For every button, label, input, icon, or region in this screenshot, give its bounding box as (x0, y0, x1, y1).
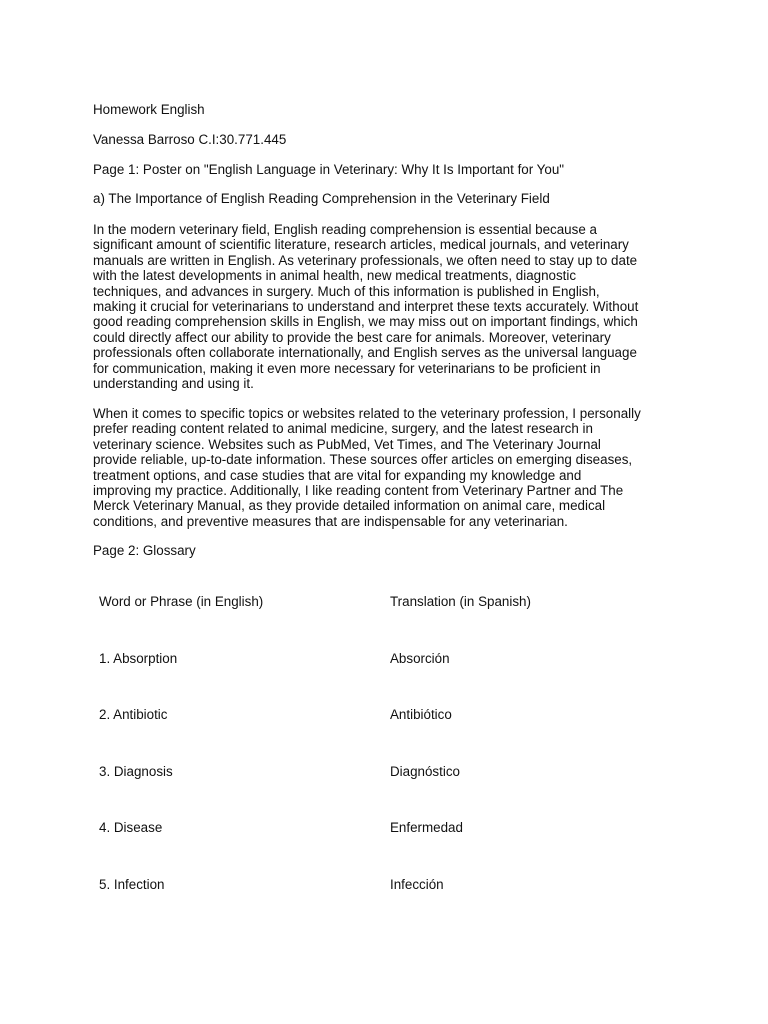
paragraph-line: veterinary science. Websites such as PubMed, Vet Times, and The Veterinary Journal (93, 436, 601, 452)
glossary-spanish-term: Absorción (390, 651, 450, 666)
paragraph-line: good reading comprehension skills in English, we may miss out on important findings, which (93, 314, 638, 330)
page1-heading: Page 1: Poster on "English Language in Veterinary: Why It Is Important for You" (93, 162, 565, 177)
glossary-english-term: 2. Antibiotic (99, 707, 168, 722)
glossary-spanish-term: Diagnóstico (390, 764, 460, 779)
paragraph-line: techniques, and advances in surgery. Much of this information is published in English, (93, 283, 600, 299)
paragraph-line: improving my practice. Additionally, I like reading content from Veterinary Partner and The (93, 483, 624, 499)
paragraph-line: understanding and using it. (93, 376, 254, 392)
paragraph-line: making it crucial for veterinarians to understand and interpret these texts accurately. Without (93, 299, 639, 315)
paragraph-line: manuals are written in English. As veterinary professionals, we often need to stay up to date (93, 252, 638, 268)
paragraph-line: for communication, making it even more necessary for veterinarians to be proficient in (93, 360, 601, 376)
glossary-spanish-term: Infección (390, 877, 444, 892)
paragraph-line: conditions, and preventive measures that are indispensable for any veterinarian. (93, 513, 568, 529)
paragraph-line: When it comes to specific topics or websites related to the veterinary profession, I personally (93, 406, 641, 421)
document-title: Homework English (93, 102, 205, 117)
glossary-header-english: Word or Phrase (in English) (99, 594, 264, 609)
page2-heading: Page 2: Glossary (93, 543, 196, 558)
paragraph-line: In the modern veterinary field, English reading comprehension is essential because a (93, 222, 597, 237)
author-line: Vanessa Barroso C.I:30.771.445 (93, 132, 287, 147)
glossary-spanish-term: Enfermedad (390, 820, 463, 835)
paragraph-line: significant amount of scientific literature, research articles, medical journals, and veterinary (93, 237, 629, 253)
glossary-english-term: 5. Infection (99, 877, 165, 892)
paragraph-line: prefer reading content related to animal medicine, surgery, and the latest research in (93, 421, 593, 437)
paragraph-line: provide reliable, up-to-date information. These sources offer articles on emerging diseases, (93, 452, 633, 468)
paragraph-line: with the latest developments in animal health, new medical treatments, diagnostic (93, 268, 577, 284)
glossary-header-spanish: Translation (in Spanish) (390, 594, 531, 609)
paragraph-english-importance (93, 222, 693, 391)
section-a-heading: a) The Importance of English Reading Comprehension in the Veterinary Field (93, 191, 550, 206)
paragraph-line: professionals often collaborate internationally, and English serves as the universal language (93, 345, 637, 361)
glossary-english-term: 1. Absorption (99, 651, 178, 666)
paragraph-line: Merck Veterinary Manual, as they provide detailed information on animal care, medical (93, 498, 606, 514)
paragraph-preferred-websites (93, 406, 693, 529)
glossary-english-term: 3. Diagnosis (99, 764, 173, 779)
glossary-spanish-term: Antibiótico (390, 707, 452, 722)
glossary-english-term: 4. Disease (99, 820, 163, 835)
paragraph-line: could directly affect our ability to provide the best care for animals. Moreover, veterinary (93, 329, 611, 345)
paragraph-line: treatment options, and case studies that are vital for expanding my knowledge and (93, 467, 582, 483)
